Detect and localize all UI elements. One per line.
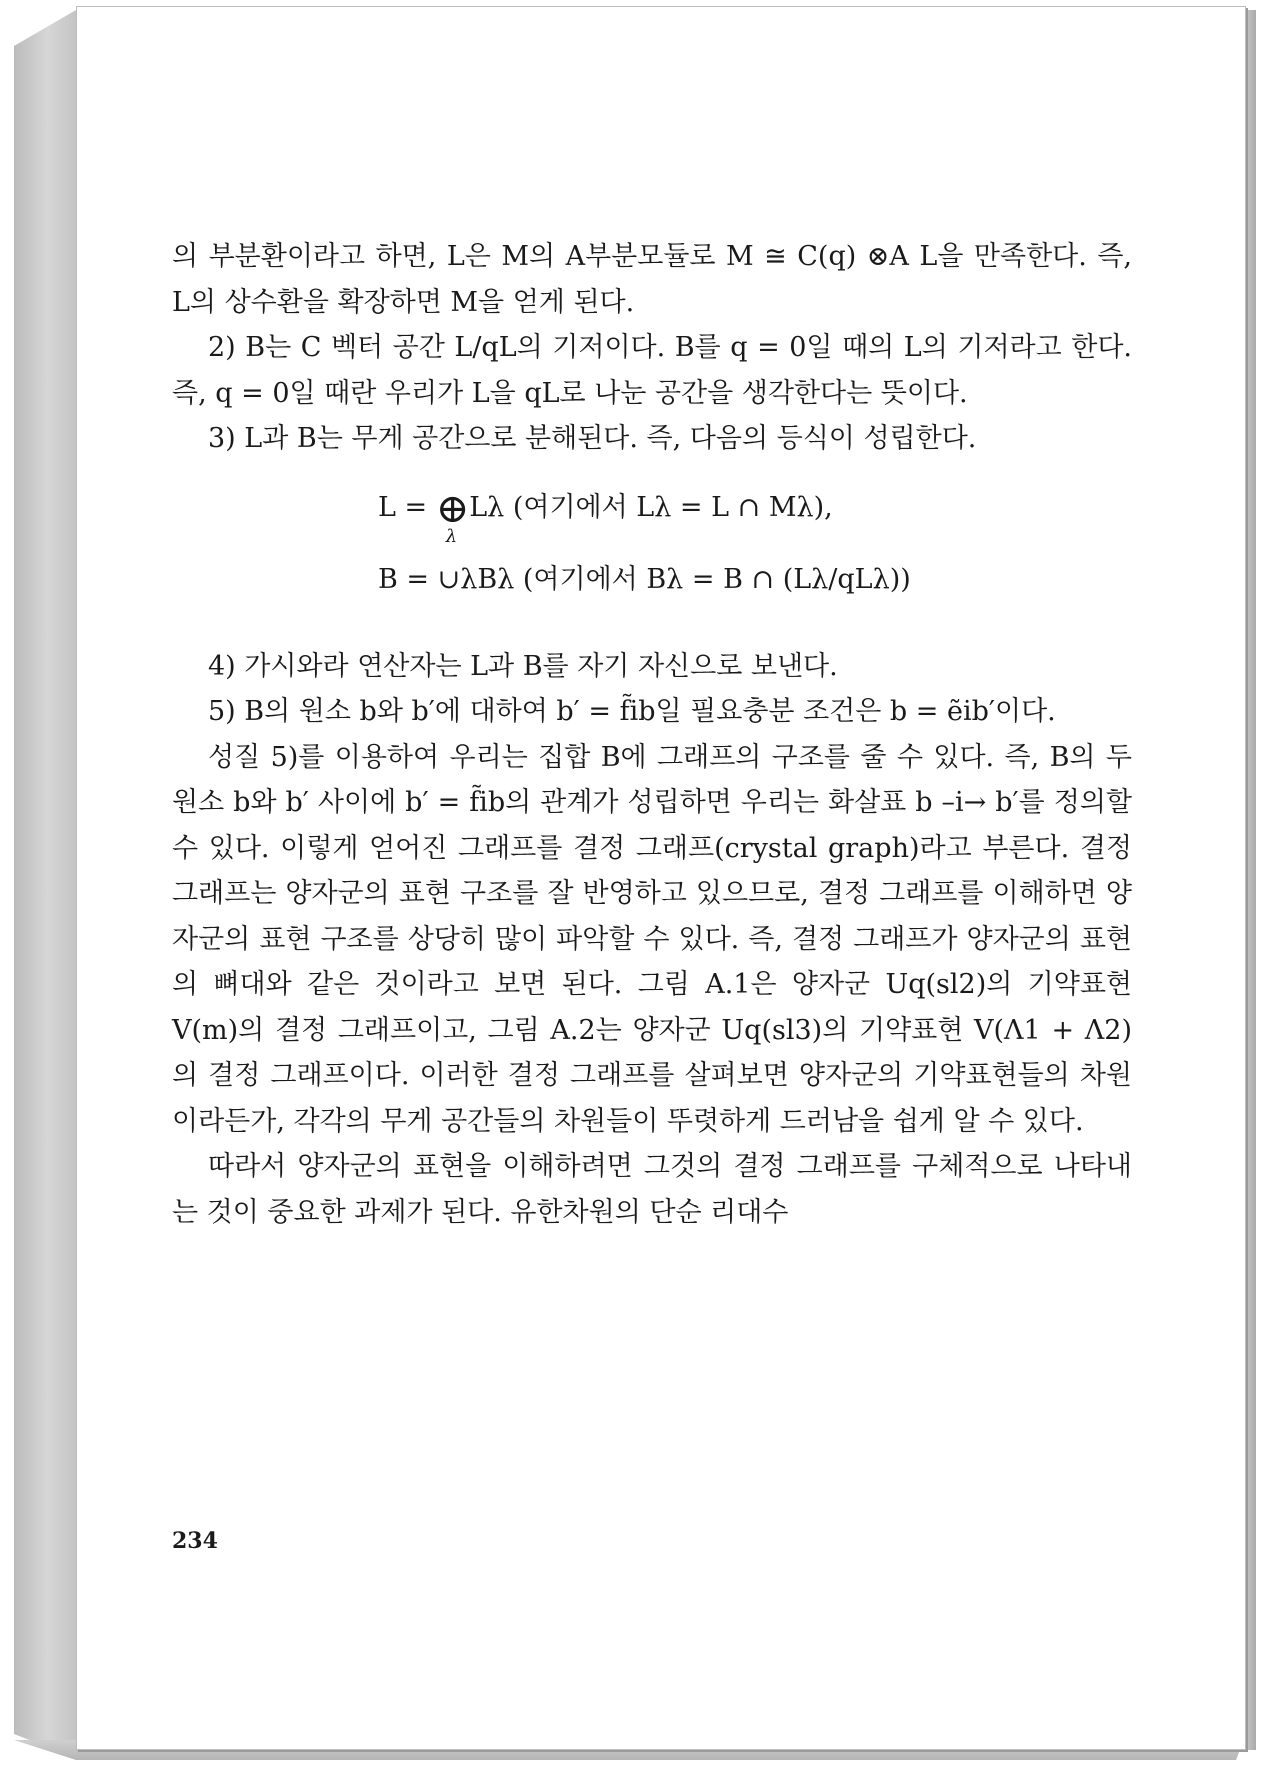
equation-1-lhs: L = bbox=[378, 491, 436, 523]
direct-sum-symbol bbox=[435, 485, 470, 547]
equation-1-rhs: Lλ (여기에서 Lλ = L ∩ Mλ), bbox=[469, 491, 833, 523]
direct-sum-operator: ⊕ bbox=[435, 485, 470, 532]
display-equations bbox=[172, 484, 1132, 616]
paragraph-3: 3) L과 B는 무게 공간으로 분해된다. 즉, 다음의 등식이 성립한다. bbox=[208, 423, 977, 454]
book-spine bbox=[14, 10, 76, 1758]
paragraph-7: 따라서 양자군의 표현을 이해하려면 그것의 결정 그래프를 구체적으로 나타내는 것이 중요한 과제가 된다. 유한차원의 단순 리대수 bbox=[172, 1151, 1132, 1228]
paragraph-4: 4) 가시와라 연산자는 L과 B를 자기 자신으로 보낸다. bbox=[208, 650, 838, 682]
page-body bbox=[172, 234, 1132, 1235]
paragraph-2: 2) B는 C 벡터 공간 L/qL의 기저이다. B를 q = 0일 때의 L의 기저라고 한다. 즉, q = 0일 때란 우리가 L을 qL로 나눈 공간을 생각한다는 뜻이다. bbox=[172, 332, 1132, 409]
page-number: 234 bbox=[172, 1528, 218, 1554]
paragraph-5: 5) B의 원소 b와 b′에 대하여 b′ = f̃ib일 필요충분 조건은 b = ẽib′이다. bbox=[208, 696, 1056, 727]
equation-2: B = ∪λBλ (여기에서 Bλ = B ∩ (Lλ/qLλ)) bbox=[378, 563, 911, 595]
paragraph-1: 의 부분환이라고 하면, L은 M의 A부분모듈로 M ≅ C(q) ⊗A L을 만족한다. 즉, L의 상수환을 확장하면 M을 얻게 된다. bbox=[172, 241, 1132, 318]
equation-1 bbox=[378, 484, 1132, 556]
direct-sum-subscript: λ bbox=[445, 525, 458, 547]
paragraph-6: 성질 5)를 이용하여 우리는 집합 B에 그래프의 구조를 줄 수 있다. 즉, B의 두 원소 b와 b′ 사이에 b′ = f̃ib의 관계가 성립하면 우리는 화살표 b –i→ b′를 정의할 수 있다. 이렇게 얻어진 그래프를 결정 그래프(crystal graph)라고 부른다. 결정 그래프는 양자군의 표현 구조를 잘 반영하고 있으므로, 결정 그래프를 이해하면 양자군의 표현 구조를 상당히 많이 파악할 수 있다. 즉, 결정 그래프가 양자군의 표현의 뼈대와 같은 것이라고 보면 된다. 그림 A.1은 양자군 Uq(sl2)의 기약표현 V(m)의 결정 그래프이고, 그림 A.2는 양자군 Uq(sl3)의 기약표현 V(Λ1 + Λ2)의 결정 그래프이다. 이러한 결정 그래프를 살펴보면 양자군의 기약표현들의 차원이라든가, 각각의 무게 공간들의 차원들이 뚜렷하게 드러남을 쉽게 알 수 있다. bbox=[172, 741, 1132, 1137]
